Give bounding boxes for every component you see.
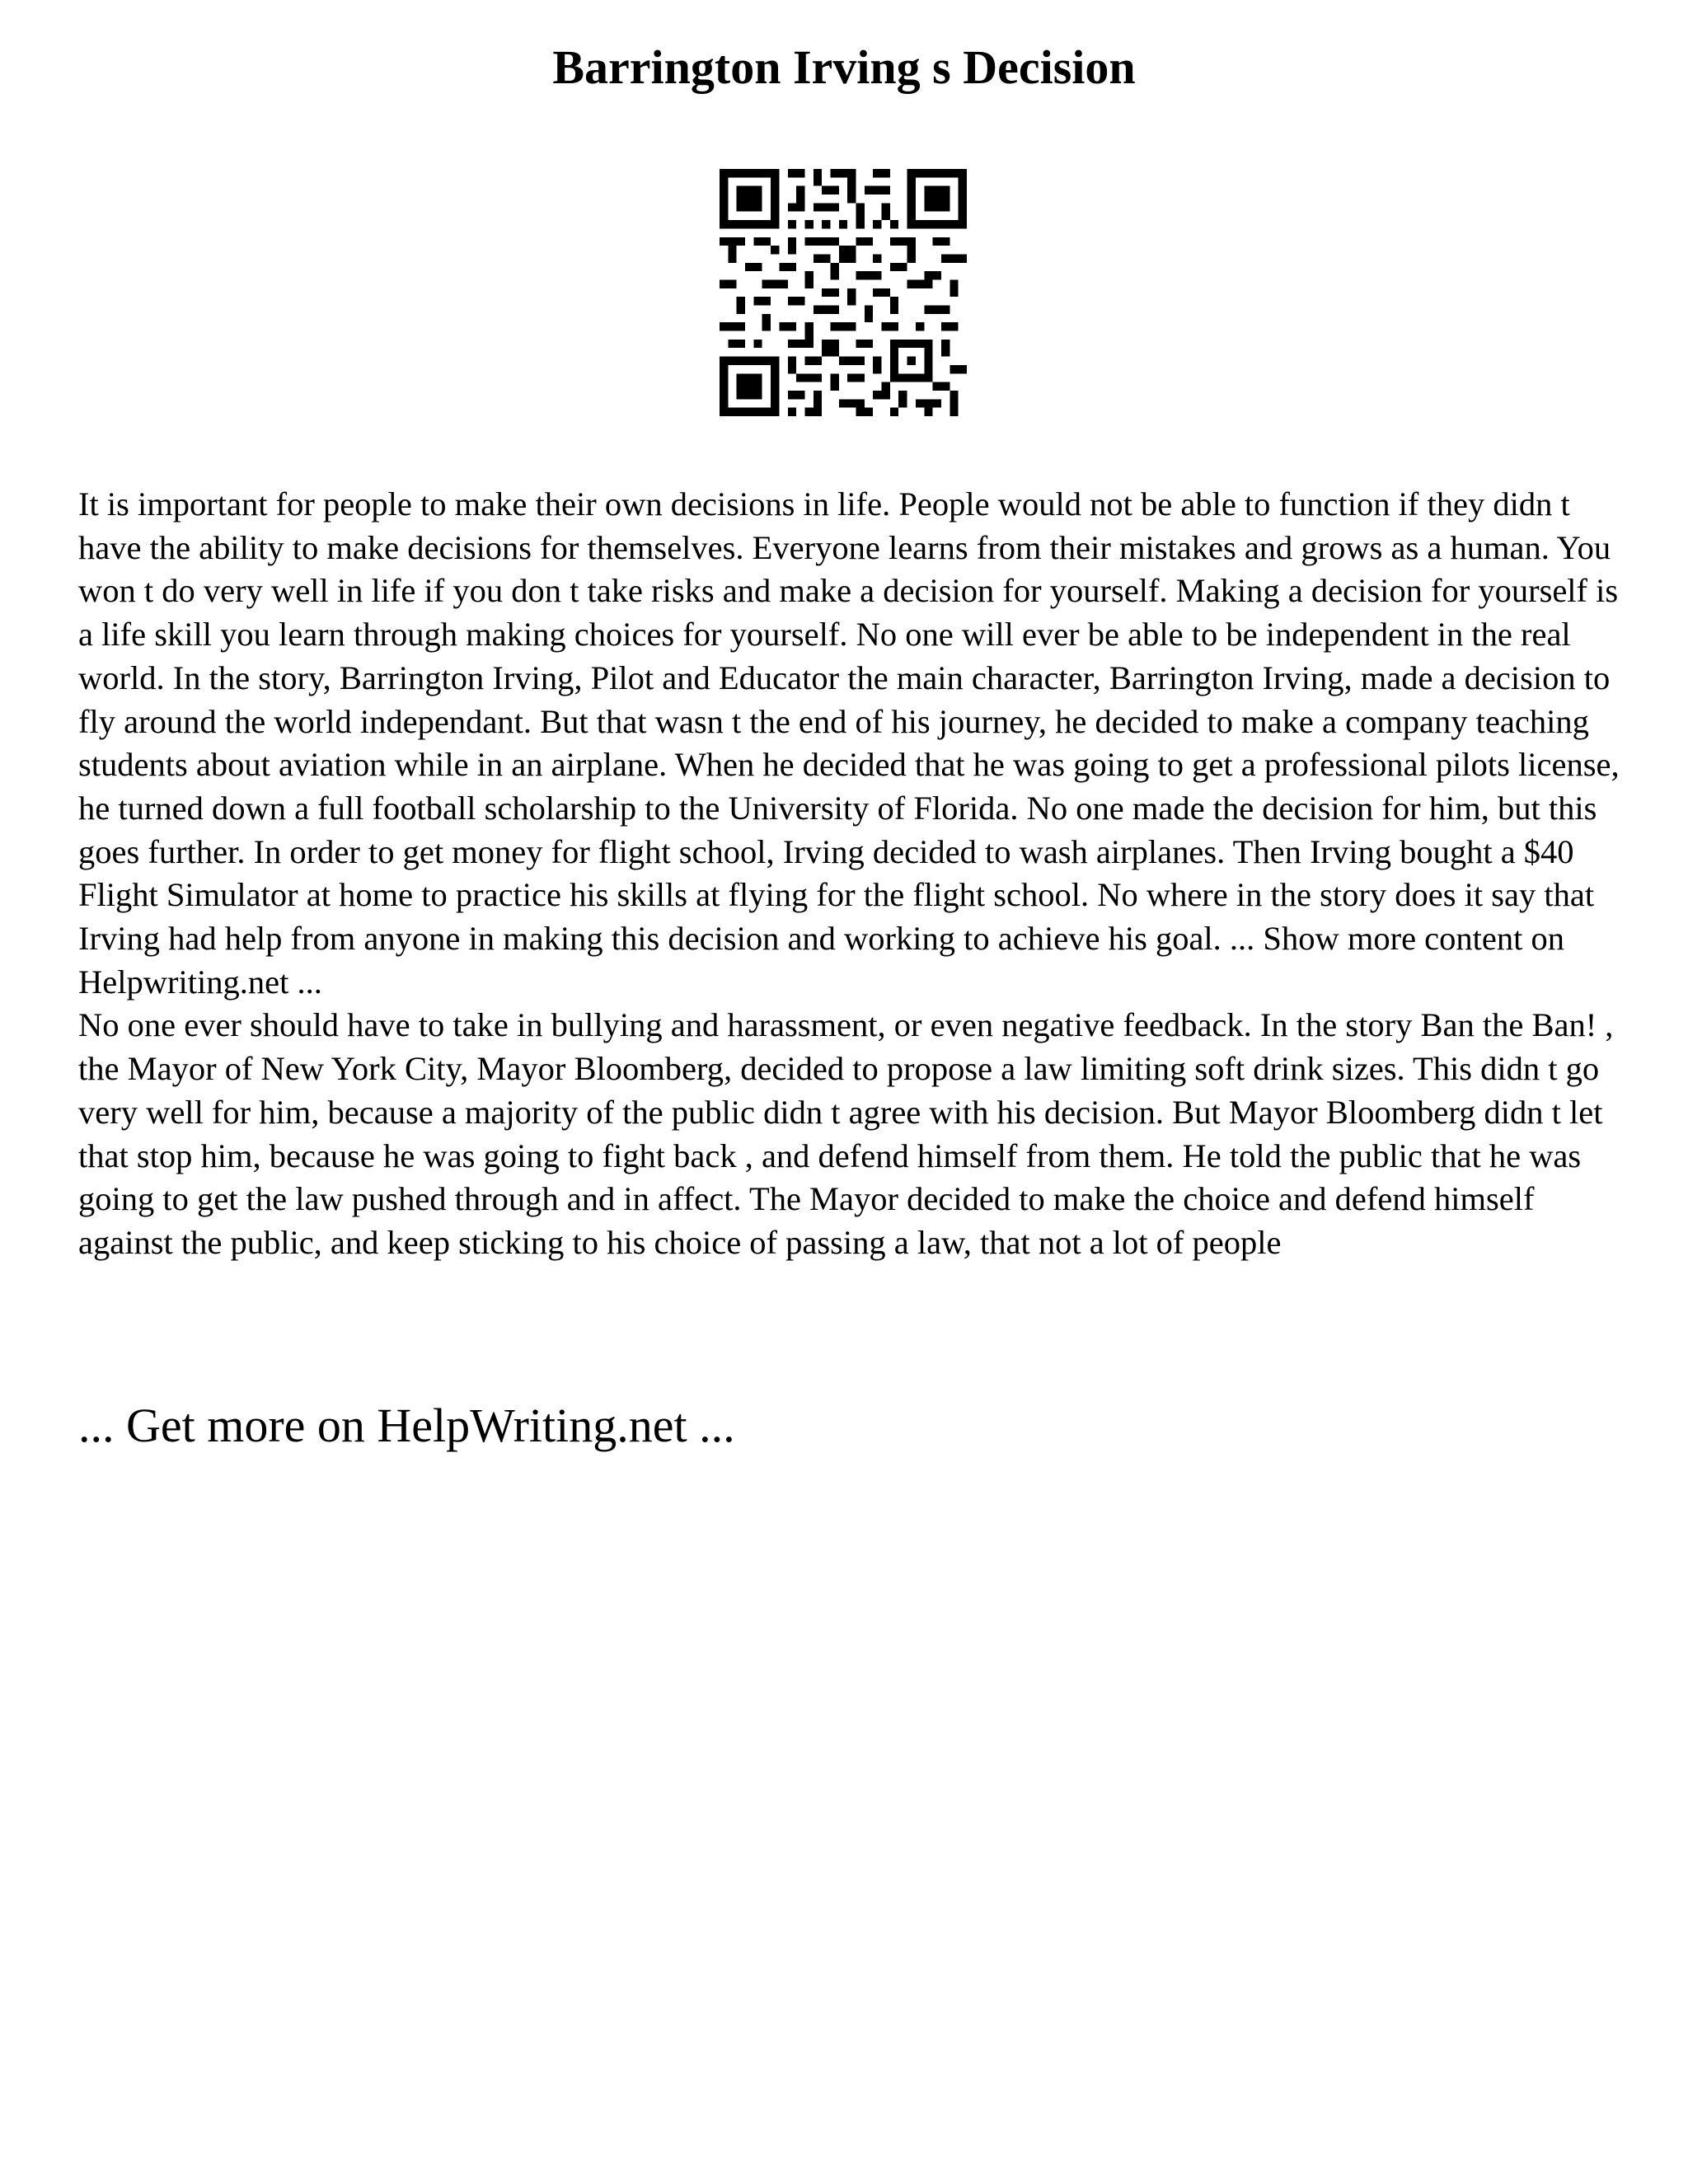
- article-body: [78, 483, 1628, 1265]
- body-paragraph-1: It is important for people to make their own decisions in life. People would not be able to function if they didn t have the ability to make decisions for themselves. Everyone learns from their mistakes and grows as a human. You won t do very well in life if you don t take risks and make a decision for yourself. Making a decision for yourself is a life skill you learn through making choices for yourself. No one will ever be able to be independent in the real world. In the story, Barrington Irving, Pilot and Educator the main character, Barrington Irving, made a decision to fly around the world independant. But that wasn t the end of his journey, he decided to make a company teaching students about aviation while in an airplane. When he decided that he was going to get a professional pilots license, he turned down a full football scholarship to the University of Florida. No one made the decision for him, but this goes further. In order to get money for flight school, Irving decided to wash airplanes. Then Irving bought a $40 Flight Simulator at home to practice his skills at flying for the flight school. No where in the story does it say that Irving had help from anyone in making this decision and working to achieve his goal. ... Show more content on Helpwriting.net ...: [78, 485, 1620, 1001]
- body-paragraph-2: No one ever should have to take in bullying and harassment, or even negative feedback. In the story Ban the Ban! , the Mayor of New York City, Mayor Bloomberg, decided to propose a law limiting soft drink sizes. This didn t go very well for him, because a majority of the public didn t agree with his decision. But Mayor Bloomberg didn t let that stop him, because he was going to fight back , and defend himself from them. He told the public that he was going to get the law pushed through and in affect. The Mayor decided to make the choice and defend himself against the public, and keep sticking to his choice of passing a law, that not a lot of people: [78, 1006, 1614, 1261]
- qr-code-icon: [720, 169, 967, 416]
- page-title: Barrington Irving s Decision: [552, 40, 1136, 94]
- get-more-link[interactable]: ... Get more on HelpWriting.net ...: [78, 1399, 735, 1452]
